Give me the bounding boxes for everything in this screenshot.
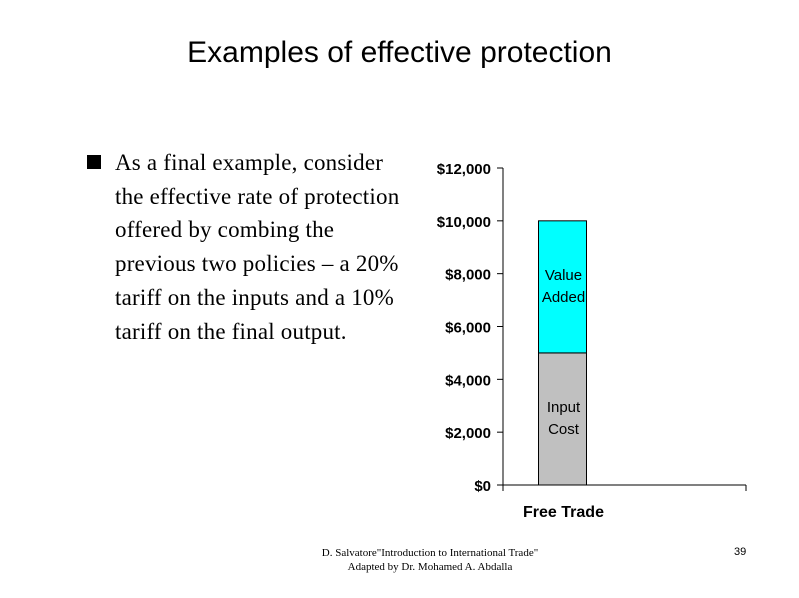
y-tick-label: $6,000 [445, 319, 491, 337]
footer-line-2: Adapted by Dr. Mohamed A. Abdalla [347, 561, 513, 573]
segment-label: Added [541, 288, 586, 306]
y-tick-label: $8,000 [445, 266, 491, 284]
segment-label: Value [544, 266, 583, 284]
y-tick-label: $0 [474, 478, 491, 495]
y-tick-label: $4,000 [445, 372, 491, 390]
x-axis [503, 485, 746, 521]
y-tick-label: $2,000 [445, 425, 491, 443]
bar-segment-value-added [539, 221, 587, 353]
y-axis [437, 161, 503, 495]
segment-label: Cost [548, 420, 579, 438]
bullet-text: As a final example, consider the effective rate of protection offered by combing the previous two policies – a 20% tariff on the inputs and a 10% tariff on the final output. [115, 150, 400, 344]
page-number: 39 [734, 546, 747, 558]
bar-segment-input-cost [539, 353, 587, 485]
footer-credit [250, 546, 610, 574]
slide-title: Examples of effective protection [187, 36, 612, 69]
segment-label: Input [546, 398, 581, 416]
y-tick-label: $12,000 [436, 161, 491, 178]
bars [539, 221, 587, 485]
footer-line-1: D. Salvatore"Introduction to International Trade" [321, 547, 539, 559]
y-tick-label: $10,000 [436, 213, 491, 231]
x-category-label: Free Trade [523, 504, 604, 521]
